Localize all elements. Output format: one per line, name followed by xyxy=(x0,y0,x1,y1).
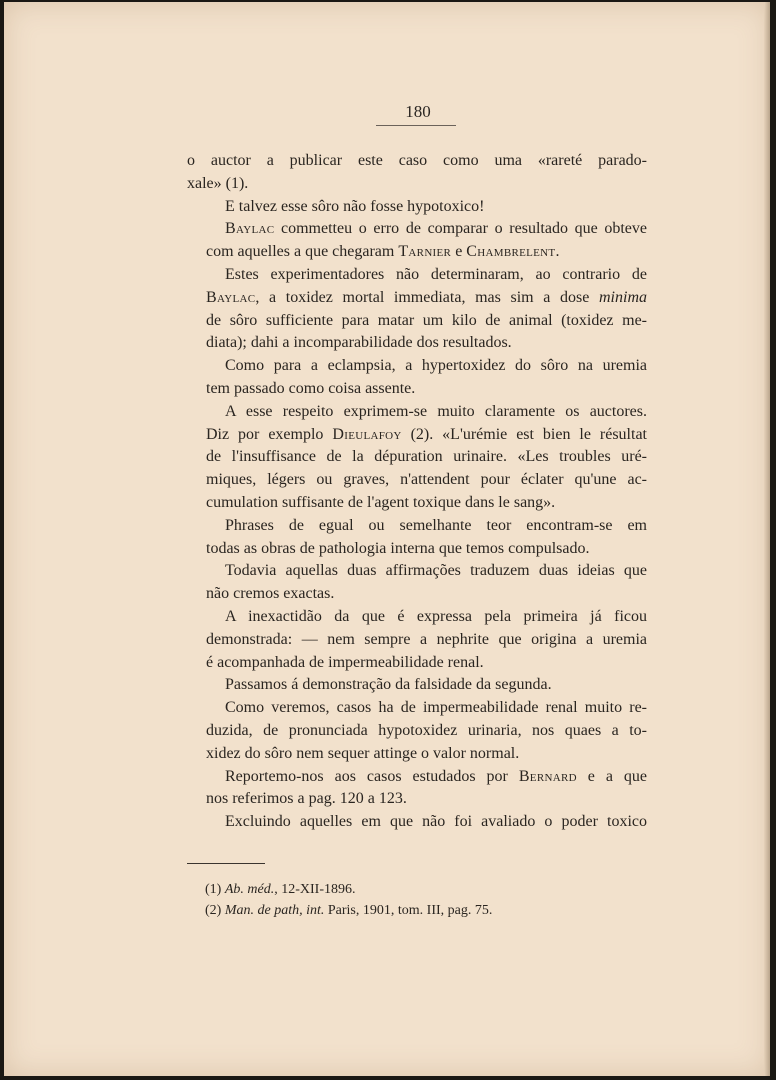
text-run: xale» (1). xyxy=(187,174,249,192)
footnote xyxy=(205,879,645,900)
paragraph xyxy=(187,150,647,196)
text-run: (2) xyxy=(205,903,225,918)
paragraph xyxy=(187,606,647,674)
paragraph xyxy=(187,196,647,219)
book-page xyxy=(4,2,770,1076)
text-line xyxy=(187,720,647,743)
text-line xyxy=(187,287,647,310)
text-run: o auctor a publicar este caso como uma «rareté parado- xyxy=(187,152,647,169)
text-run: commetteu o erro de comparar o resultado que obteve xyxy=(274,220,647,238)
author-name: Baylac xyxy=(225,220,275,238)
text-run: tem passado como coisa assente. xyxy=(206,379,416,397)
text-line xyxy=(187,378,647,401)
footnotes xyxy=(205,879,645,921)
text-line xyxy=(187,469,647,492)
text-line xyxy=(187,515,647,538)
text-run: com aquelles a que chegaram xyxy=(206,243,399,261)
text-run: Como para a eclampsia, a hypertoxidez do sôro na uremia xyxy=(225,357,647,375)
text-run: Todavia aquellas duas affirmações traduzem duas ideias que xyxy=(225,562,647,580)
paragraph xyxy=(187,401,647,515)
text-line xyxy=(187,446,647,469)
text-run: , a toxidez mortal immediata, mas sim a dose xyxy=(255,288,599,306)
paragraph xyxy=(187,355,647,401)
text-run: Como veremos, casos ha de impermeabilidade renal muito re- xyxy=(225,699,647,717)
text-run: , 12-XII-1896. xyxy=(274,882,356,897)
text-run: nos referimos a pag. 120 a 123. xyxy=(206,790,407,808)
header-rule xyxy=(376,125,456,126)
text-line xyxy=(187,697,647,720)
text-line xyxy=(187,583,647,606)
text-run: Phrases de egual ou semelhante teor encontram-se em xyxy=(225,516,647,534)
text-run: todas as obras de pathologia interna que temos compulsado. xyxy=(206,539,590,557)
text-line xyxy=(187,401,647,424)
text-line xyxy=(187,674,647,697)
text-run: . xyxy=(555,243,560,261)
text-line xyxy=(187,606,647,629)
text-run: (2). «L'urémie est bien le résultat xyxy=(401,425,647,443)
text-run: E talvez esse sôro não fosse hypotoxico! xyxy=(225,197,485,215)
text-line xyxy=(187,538,647,561)
text-line xyxy=(187,218,647,241)
text-run: duzida, de pronunciada hypotoxidez urinaria, nos quaes a to- xyxy=(206,721,647,739)
text-line xyxy=(187,629,647,652)
body-text xyxy=(187,150,647,834)
text-run: A inexactidão da que é expressa pela primeira já ficou xyxy=(225,607,647,625)
paragraph xyxy=(187,264,647,355)
text-run: Estes experimentadores não determinaram, ao contrario de xyxy=(225,265,647,283)
text-run: Paris, 1901, tom. III, pag. 75. xyxy=(324,903,493,918)
text-run: Diz por exemplo xyxy=(206,425,333,443)
text-run: A esse respeito exprimem-se muito claramente os auctores. xyxy=(225,402,647,420)
text-line xyxy=(187,424,647,447)
italic-text: Man. de path, int. xyxy=(224,903,325,918)
text-line xyxy=(187,332,647,355)
footnote-rule xyxy=(187,863,265,864)
text-line xyxy=(187,150,647,173)
text-run: e xyxy=(451,243,467,261)
author-name: Dieulafoy xyxy=(332,425,402,443)
text-run: Excluindo aquelles em que não foi avaliado o poder toxico xyxy=(225,813,647,831)
text-run: Reportemo-nos aos casos estudados por xyxy=(225,767,519,785)
italic-text: minima xyxy=(599,288,647,306)
text-run: diata); dahi a incomparabilidade dos resultados. xyxy=(206,334,512,352)
author-name: Bernard xyxy=(518,767,577,785)
text-run: e a que xyxy=(576,767,647,785)
author-name: Chambrelent xyxy=(466,243,556,261)
author-name: Baylac xyxy=(206,288,256,306)
text-line xyxy=(187,355,647,378)
text-line xyxy=(187,811,647,834)
page-number: 180 xyxy=(405,102,431,121)
text-line xyxy=(187,241,647,264)
text-run: miques, légers ou graves, n'attendent pour éclater qu'une ac- xyxy=(206,471,647,489)
italic-text: Ab. méd. xyxy=(224,882,275,897)
text-run: de sôro sufficiente para matar um kilo de animal (toxidez me- xyxy=(206,311,647,329)
paragraph xyxy=(187,560,647,606)
text-run: (1) xyxy=(205,882,225,897)
text-line xyxy=(187,766,647,789)
text-run: demonstrada: — nem sempre a nephrite que origina a uremia xyxy=(206,630,647,648)
page-edge xyxy=(764,2,770,1076)
text-run: cumulation suffisante de l'agent toxique dans le sang». xyxy=(206,493,556,511)
text-run: de l'insuffisance de la dépuration urinaire. «Les troubles uré- xyxy=(206,448,647,466)
text-line xyxy=(187,560,647,583)
text-run: xidez do sôro nem sequer attinge o valor normal. xyxy=(206,744,520,762)
text-run: não cremos exactas. xyxy=(206,585,335,603)
paragraph xyxy=(187,674,647,697)
paragraph xyxy=(187,515,647,561)
text-run: Passamos á demonstração da falsidade da segunda. xyxy=(225,676,552,694)
text-line xyxy=(187,743,647,766)
footnote xyxy=(205,900,645,921)
text-line xyxy=(187,173,647,196)
paragraph xyxy=(187,766,647,812)
paragraph xyxy=(187,697,647,765)
text-line xyxy=(187,264,647,287)
text-line xyxy=(187,492,647,515)
paragraph xyxy=(187,218,647,264)
text-line xyxy=(187,196,647,219)
paragraph xyxy=(187,811,647,834)
text-line xyxy=(187,788,647,811)
text-line xyxy=(187,652,647,675)
text-run: é acompanhada de impermeabilidade renal. xyxy=(206,653,484,671)
text-line xyxy=(187,310,647,333)
author-name: Tarnier xyxy=(398,243,452,261)
